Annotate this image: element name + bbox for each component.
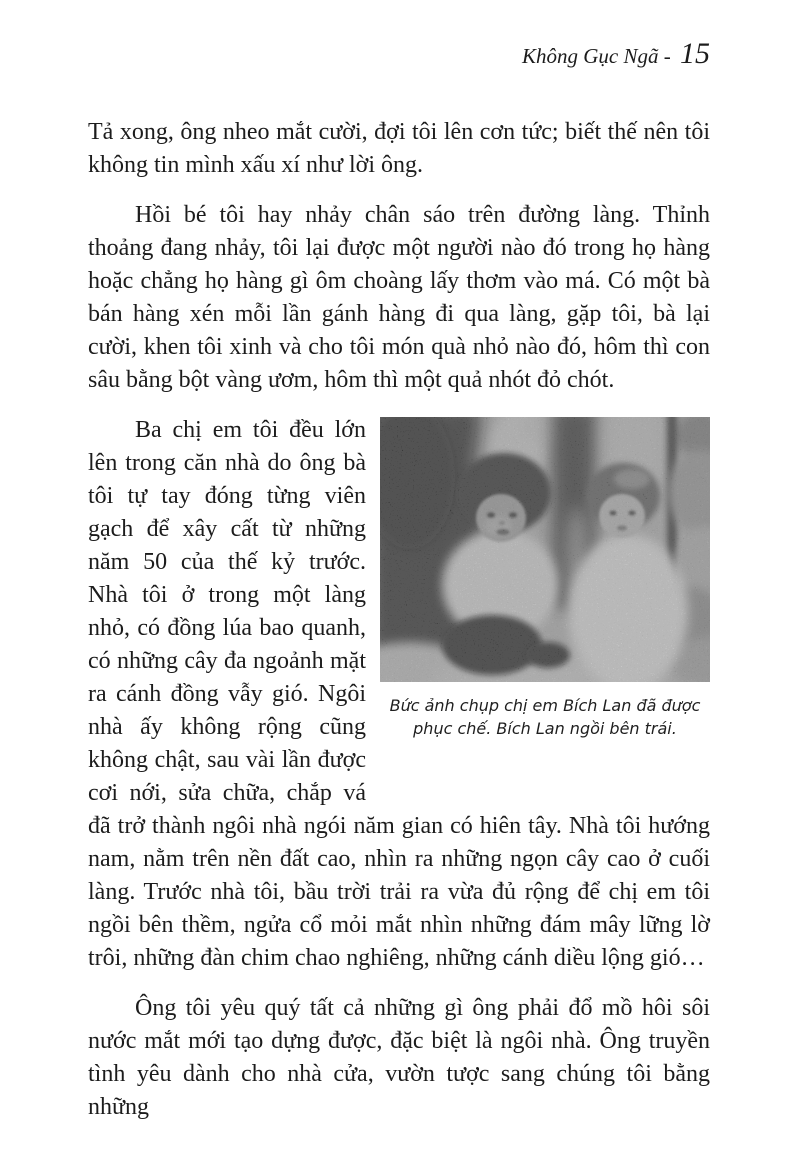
paragraph-3-text: Ba chị em tôi đều lớn lên trong căn nhà do ông bà tôi tự tay đóng từng viên gạch để xây cất từ những năm 50 của thế kỷ trước. Nhà tôi ở trong một làng nhỏ, có đồng lúa bao quanh, có những cây đa ngoảnh mặt ra cánh đồng vẫy gió. Ngôi nhà ấy không rộng cũng không chật, sau vài lần được cơi nới, sửa chữa, chắp vá đã trở thành ngôi nhà ngói năm gian có hiên tây. Nhà tôi hướng nam, nằm trên nền đất cao, nhìn ra những ngọn cây cao ở cuối làng. Trước nhà tôi, bầu trời trải ra vừa đủ rộng để chị em tôi ngồi bên thềm, ngửa cổ mỏi mắt nhìn những đám mây lững lờ trôi, những đàn chim chao nghiêng, những cánh diều lộng gió… [88, 417, 710, 971]
photo-caption [380, 694, 710, 740]
running-header-title: Không Gục Ngã [522, 44, 659, 68]
photo-caption-line-1: Bức ảnh chụp chị em Bích Lan đã được [389, 696, 701, 715]
running-header-separator: - [658, 44, 676, 68]
children-photo [380, 417, 710, 682]
running-header [0, 0, 800, 72]
paragraph-1: Tả xong, ông nheo mắt cười, đợi tôi lên cơn tức; biết thế nên tôi không tin mình xấu xí như lời ông. [88, 119, 710, 178]
photo-caption-line-2: phục chế. Bích Lan ngồi bên trái. [413, 719, 677, 738]
children-photo-illustration [380, 417, 710, 682]
paragraph-4: Ông tôi yêu quý tất cả những gì ông phải đổ mồ hôi sôi nước mắt mới tạo dựng được, đặc biệt là ngôi nhà. Ông truyền tình yêu dành cho nhà cửa, vườn tược sang chúng tôi bằng những [88, 995, 710, 1120]
page-body [0, 116, 800, 1124]
paragraph-3 [88, 414, 710, 975]
photo-figure [380, 417, 710, 740]
page-number: 15 [680, 37, 710, 70]
paragraph-2: Hồi bé tôi hay nhảy chân sáo trên đường làng. Thỉnh thoảng đang nhảy, tôi lại được một người nào đó trong họ hàng hoặc chẳng họ hàng gì ôm choàng lấy thơm vào má. Có một bà bán hàng xén mỗi lần gánh hàng đi qua làng, gặp tôi, bà lại cười, khen tôi xinh và cho tôi món quà nhỏ nào đó, hôm thì con sâu bằng bột vàng ươm, hôm thì một quả nhót đỏ chót. [88, 202, 710, 393]
